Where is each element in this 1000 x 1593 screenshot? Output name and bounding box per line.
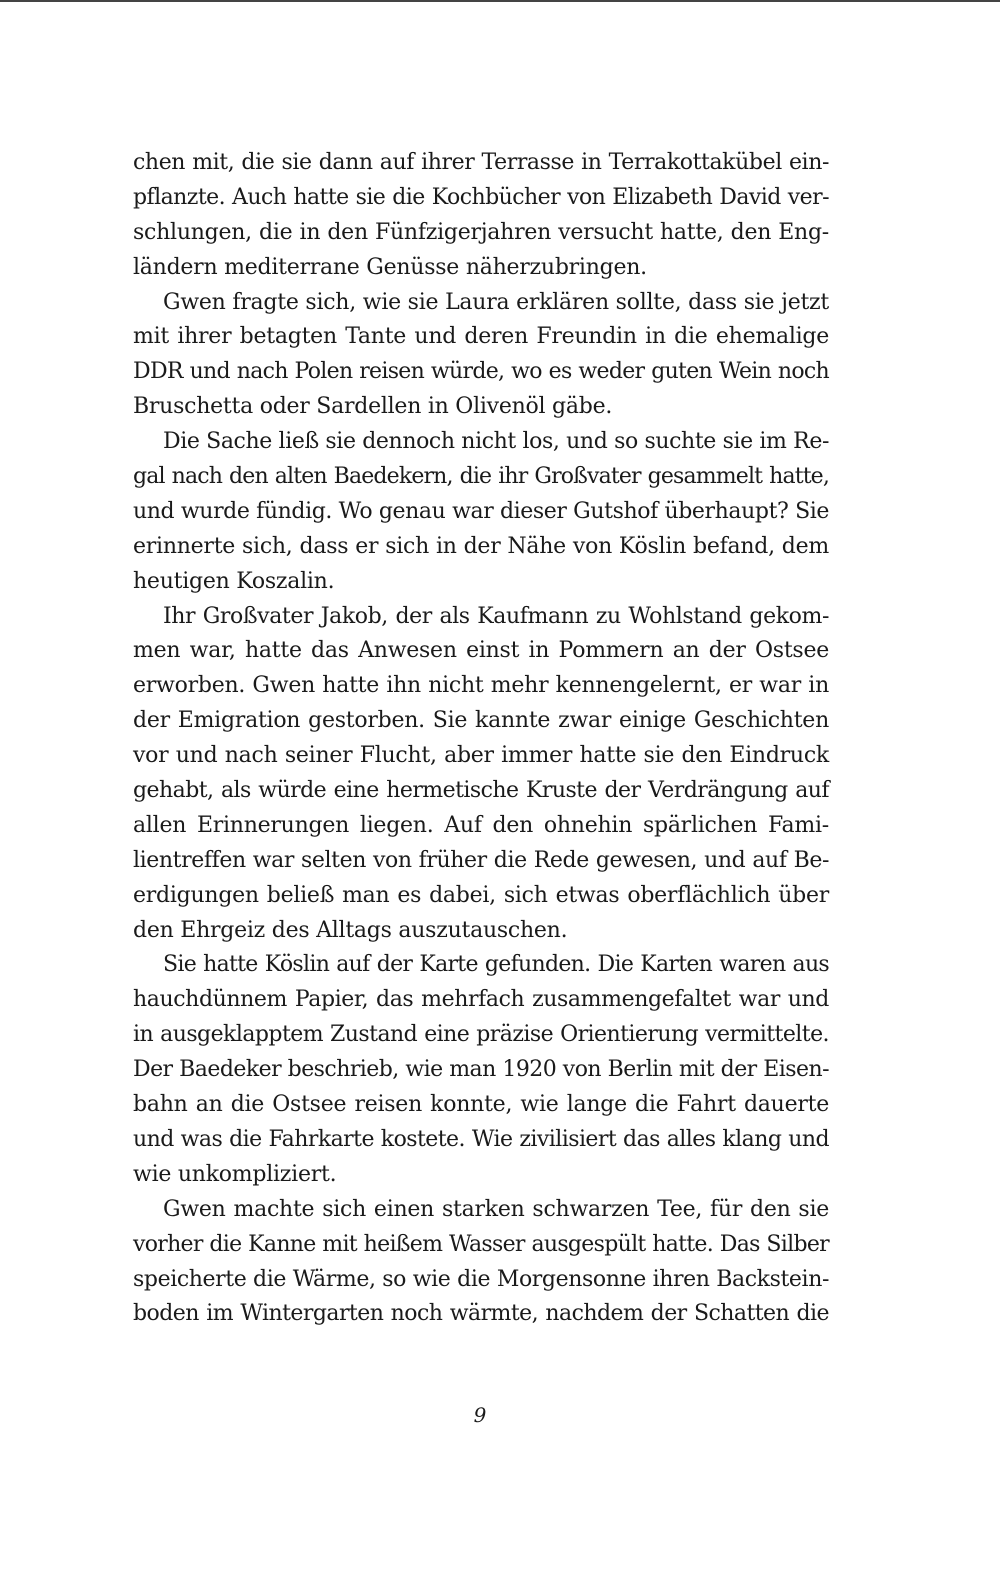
- text-line: wie unkompliziert.: [133, 1161, 337, 1187]
- text-line: vor und nach seiner Flucht, aber immer hatte sie den Eindruck: [133, 743, 829, 769]
- text-line: in ausgeklapptem Zustand eine präzise Orientierung vermittelte.: [133, 1022, 829, 1048]
- text-line: Gwen machte sich einen starken schwarzen Tee, für den sie: [163, 1196, 829, 1222]
- text-line: mit ihrer betagten Tante und deren Freundin in die ehemalige: [133, 324, 829, 350]
- text-line: Gwen fragte sich, wie sie Laura erklären sollte, dass sie jetzt: [163, 289, 829, 315]
- text-line: DDR und nach Polen reisen würde, wo es weder guten Wein noch: [133, 359, 829, 385]
- text-line: pflanzte. Auch hatte sie die Kochbücher von Elizabeth David ver-: [133, 184, 829, 210]
- text-line: men war, hatte das Anwesen einst in Pommern an der Ostsee: [133, 638, 829, 664]
- text-line: speicherte die Wärme, so wie die Morgensonne ihren Backstein-: [133, 1266, 829, 1292]
- text-line: erinnerte sich, dass er sich in der Nähe von Köslin befand, dem: [133, 533, 829, 559]
- text-line: hauchdünnem Papier, das mehrfach zusammengefaltet war und: [133, 987, 829, 1013]
- text-line: lientreffen war selten von früher die Rede gewesen, und auf Be-: [133, 847, 829, 873]
- text-line: Ihr Großvater Jakob, der als Kaufmann zu Wohlstand gekom-: [163, 603, 829, 629]
- text-line: Der Baedeker beschrieb, wie man 1920 von Berlin mit der Eisen-: [133, 1057, 829, 1083]
- text-line: den Ehrgeiz des Alltags auszutauschen.: [133, 917, 568, 943]
- text-line: vorher die Kanne mit heißem Wasser ausgespült hatte. Das Silber: [133, 1231, 829, 1257]
- paragraph: [133, 1193, 829, 1333]
- text-line: erworben. Gwen hatte ihn nicht mehr kennengelernt, er war in: [133, 673, 829, 699]
- text-line: chen mit, die sie dann auf ihrer Terrasse in Terrakottakübel ein-: [133, 150, 829, 175]
- top-border-rule: [0, 0, 1000, 2]
- text-line: gehabt, als würde eine hermetische Kruste der Verdrängung auf: [133, 778, 829, 804]
- text-line: und wurde fündig. Wo genau war dieser Gutshof überhaupt? Sie: [133, 498, 829, 524]
- text-line: erdigungen beließ man es dabei, sich etwas oberflächlich über: [133, 882, 829, 908]
- text-line: allen Erinnerungen liegen. Auf den ohnehin spärlichen Fami-: [133, 812, 829, 838]
- text-line: ländern mediterrane Genüsse näherzubringen.: [133, 254, 647, 280]
- paragraph: [133, 600, 829, 949]
- text-line: boden im Wintergarten noch wärmte, nachdem der Schatten die: [133, 1301, 829, 1327]
- paragraph: [133, 146, 829, 286]
- text-line: der Emigration gestorben. Sie kannte zwar einige Geschichten: [133, 708, 829, 734]
- body-text: [133, 146, 829, 1332]
- paragraph: [133, 425, 829, 599]
- text-line: Die Sache ließ sie dennoch nicht los, und so suchte sie im Re-: [163, 429, 829, 455]
- text-line: gal nach den alten Baedekern, die ihr Großvater gesammelt hatte,: [133, 464, 829, 490]
- text-line: und was die Fahrkarte kostete. Wie zivilisiert das alles klang und: [133, 1126, 829, 1152]
- text-line: heutigen Koszalin.: [133, 568, 335, 594]
- text-line: Bruschetta oder Sardellen in Olivenöl gäbe.: [133, 394, 613, 420]
- paragraph: [133, 286, 829, 426]
- text-line: bahn an die Ostsee reisen konnte, wie lange die Fahrt dauerte: [133, 1092, 829, 1118]
- paragraph: [133, 948, 829, 1192]
- text-line: schlungen, die in den Fünfzigerjahren versucht hatte, den Eng-: [133, 219, 829, 245]
- page-number: 9: [473, 1403, 487, 1427]
- text-line: Sie hatte Köslin auf der Karte gefunden. Die Karten waren aus: [163, 952, 829, 978]
